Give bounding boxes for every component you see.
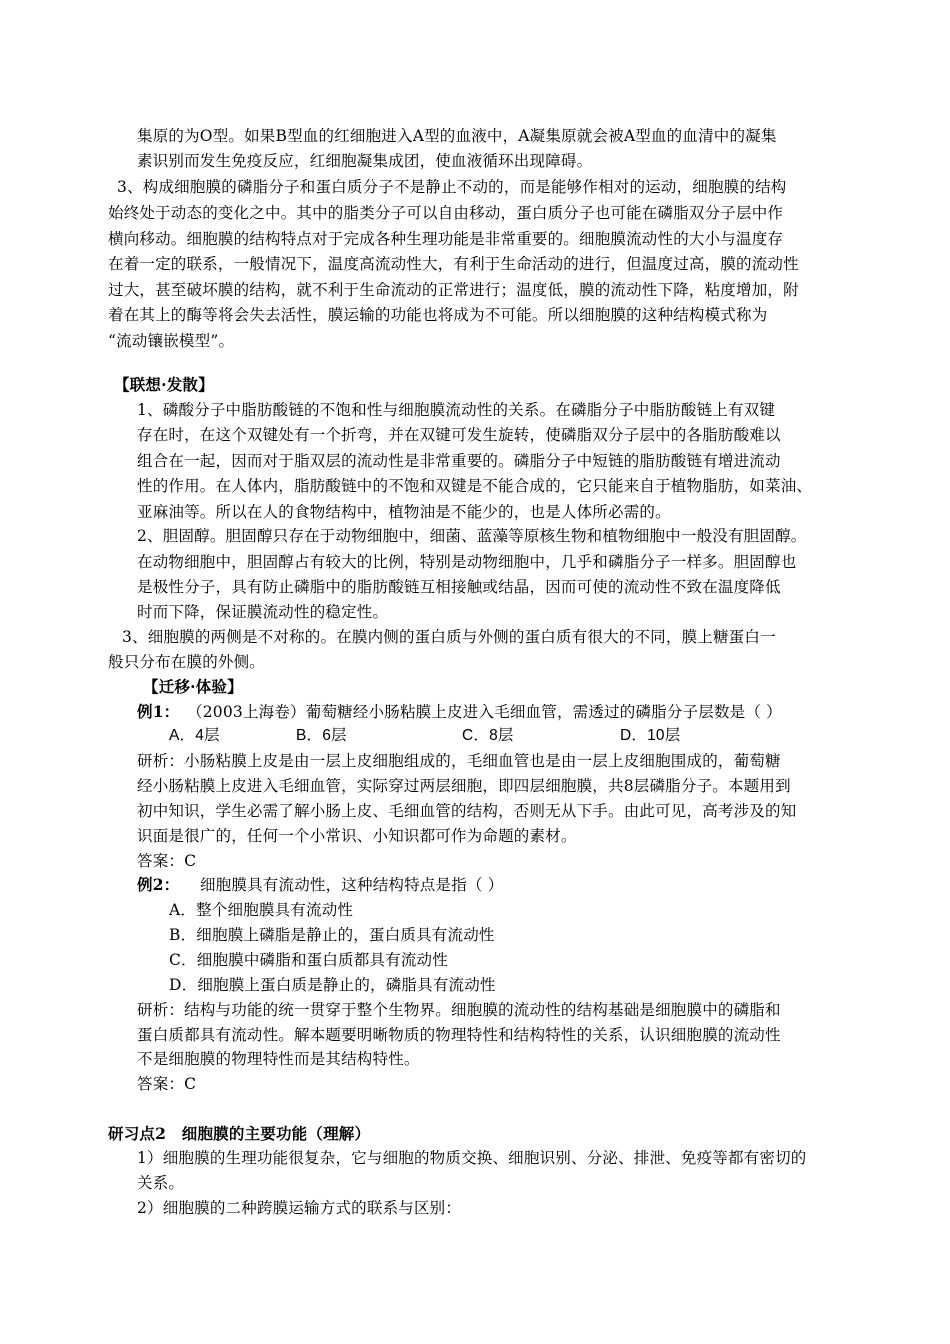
text-line: 研析：结构与功能的统一贯穿于整个生物界。细胞膜的流动性的结构基础是细胞膜中的磷脂和	[137, 1001, 781, 1019]
text-line: 始终处于动态的变化之中。其中的脂类分子可以自由移动，蛋白质分子也可能在磷脂双分子层中作	[108, 204, 784, 222]
text-line: 1、磷酸分子中脂肪酸链的不饱和性与细胞膜流动性的关系。在磷脂分子中脂肪酸链上有双键	[137, 401, 776, 419]
option: B．细胞膜上磷脂是静止的，蛋白质具有流动性	[169, 926, 495, 944]
text-line: 识面是很广的，任何一个小常识、小知识都可作为命题的素材。	[137, 827, 577, 845]
text-line: 3、细胞膜的两侧是不对称的。在膜内侧的蛋白质与外侧的蛋白质有很大的不同，膜上糖蛋白一	[122, 628, 776, 646]
text-line: 组合在一起，因而对于脂双层的流动性是非常重要的。磷脂分子中短链的脂肪酸链有增进流动	[137, 452, 781, 470]
text-line: 集原的为O型。如果B型血的红细胞进入A型的血液中，A凝集原就会被A型血的血清中的凝集	[137, 127, 777, 145]
text-line: 不是细胞膜的物理特性而是其结构特性。	[137, 1050, 420, 1068]
example-question: 细胞膜具有流动性，这种结构特点是指（ ）	[200, 876, 504, 894]
section-heading: 【迁移·体验】	[143, 677, 243, 696]
text-line: 在着一定的联系，一般情况下，温度高流动性大，有利于生命活动的进行，但温度过高，膜的流动性	[108, 255, 799, 273]
option: A．4层	[169, 727, 220, 744]
option: B．6层	[296, 727, 347, 744]
example-label: 例2：	[137, 875, 180, 894]
option: A．整个细胞膜具有流动性	[169, 901, 354, 919]
text-line: 过大，甚至破坏膜的结构，就不利于生命流动的正常进行；温度低，膜的流动性下降，粘度增加，附	[108, 281, 799, 299]
text-line: 2）细胞膜的二种跨膜运输方式的联系与区别：	[137, 1199, 462, 1217]
text-line: “流动镶嵌模型”。	[108, 332, 235, 350]
text-line: 在动物细胞中，胆固醇占有较大的比例，特别是动物细胞中，几乎和磷脂分子一样多。胆固醇也	[137, 553, 797, 571]
text-line: 横向移动。细胞膜的结构特点对于完成各种生理功能是非常重要的。细胞膜流动性的大小与温度存	[108, 230, 784, 248]
option: C．8层	[462, 727, 514, 744]
text-line: 素识别而发生免疫反应，红细胞凝集成团，使血液循环出现障碍。	[137, 152, 593, 170]
text-line: 经小肠粘膜上皮进入毛细血管，实际穿过两层细胞，即四层细胞膜，共8层磷脂分子。本题用到	[137, 777, 791, 795]
text-line: 般只分布在膜的外侧。	[108, 653, 266, 671]
answer: 答案：C	[137, 1075, 197, 1093]
text-line: 时而下降，保证膜流动性的稳定性。	[137, 603, 389, 621]
text-line: 是极性分子，具有防止磷脂中的脂肪酸链互相接触或结晶，因而可使的流动性不致在温度降低	[137, 578, 781, 596]
text-line: 存在时，在这个双键处有一个折弯，并在双键可发生旋转，使磷脂双分子层中的各脂肪酸难以	[137, 426, 781, 444]
text-line: 性的作用。在人体内，脂肪酸链中的不饱和双键是不能合成的，它只能来自于植物脂肪，如菜油、	[137, 477, 813, 495]
text-line: 亚麻油等。所以在人的食物结构中，植物油是不能少的，也是人体所必需的。	[137, 503, 671, 521]
text-line: 关系。	[137, 1174, 185, 1192]
section-heading: 研习点2 细胞膜的主要功能（理解）	[108, 1124, 371, 1143]
text-line: 着在其上的酶等将会失去活性，膜运输的功能也将成为不可能。所以细胞膜的这种结构模式称为	[108, 306, 768, 324]
text-line: 1）细胞膜的生理功能很复杂，它与细胞的物质交换、细胞识别、分泌、排泄、免疫等都有密切的	[137, 1149, 807, 1167]
example-question: （2003上海卷）葡萄糖经小肠粘膜上皮进入毛细血管，需透过的磷脂分子层数是（ ）	[187, 703, 782, 721]
text-line: 研析：小肠粘膜上皮是由一层上皮细胞组成的，毛细血管也是由一层上皮细胞围成的，葡萄糖	[137, 752, 781, 770]
section-heading: 【联想·发散】	[114, 375, 214, 394]
option: D．10层	[620, 727, 681, 744]
text-line: 蛋白质都具有流动性。解本题要明晰物质的物理特性和结构特性的关系，认识细胞膜的流动性	[137, 1026, 781, 1044]
option: D．细胞膜上蛋白质是静止的，磷脂具有流动性	[169, 976, 496, 994]
option: C．细胞膜中磷脂和蛋白质都具有流动性	[169, 951, 448, 969]
example-label: 例1：	[137, 702, 180, 721]
text-line: 3、构成细胞膜的磷脂分子和蛋白质分子不是静止不动的，而是能够作相对的运动，细胞膜的结构	[117, 178, 787, 196]
answer: 答案：C	[137, 852, 197, 870]
text-line: 2、胆固醇。胆固醇只存在于动物细胞中，细菌、蓝藻等原核生物和植物细胞中一般没有胆固醇。	[137, 527, 807, 545]
text-line: 初中知识，学生必需了解小肠上皮、毛细血管的结构，否则无从下手。由此可见，高考涉及的知	[137, 802, 797, 820]
